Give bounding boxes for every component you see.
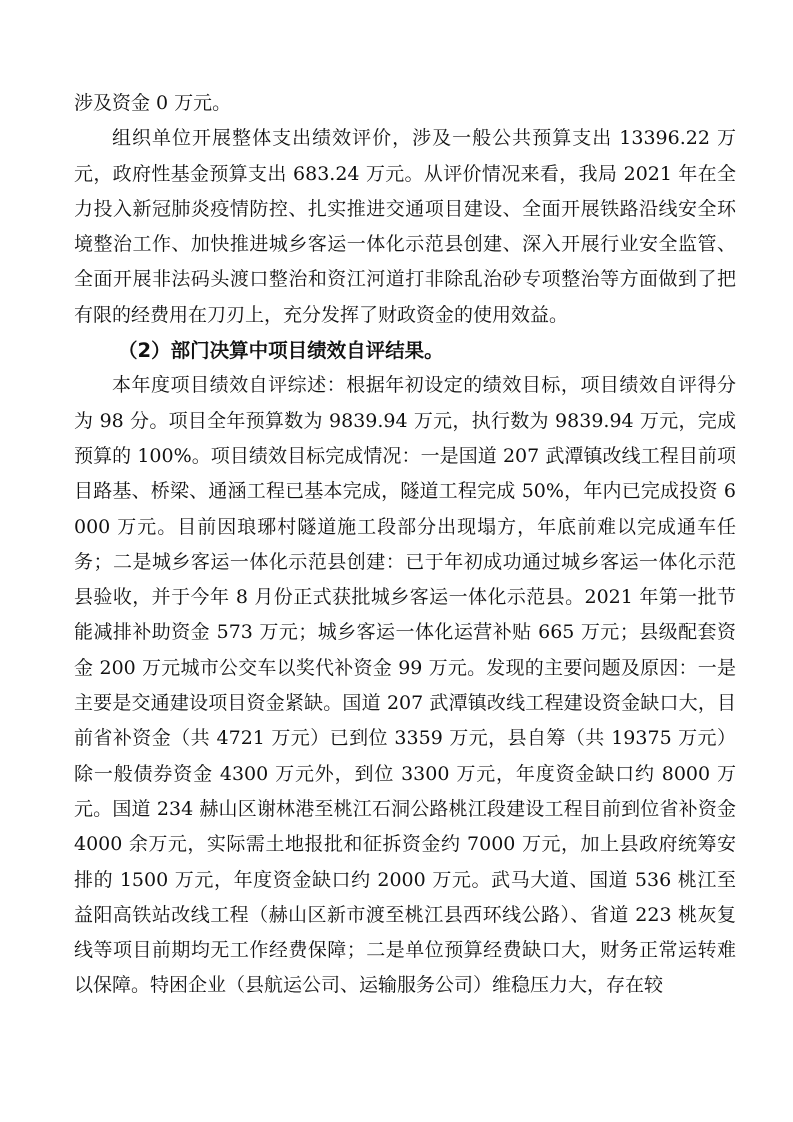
section-heading: （2）部门决算中项目绩效自评结果。 — [118, 339, 444, 363]
paragraph-continuation: 涉及资金 0 万元。 — [74, 92, 232, 114]
paragraph-overall-evaluation: 组织单位开展整体支出绩效评价，涉及一般公共预算支出 13396.22 万元，政府性基金预算支出 683.24 万元。从评价情况来看，我局 2021 年在全力投入新冠肺炎疫情防控、扎实推进交通项目建设、全面开展铁路沿线安全环境整治工作、加快推进城乡客运一体化示范县创建、深入开展行业安全监管、全面开展非法码头渡口整治和资江河道打非除乱治砂专项整治等方面做到了把有限的经费用在刀刃上，充分发挥了财政资金的使用效益。 — [74, 127, 736, 326]
paragraph-project-evaluation: 本年度项目绩效自评综述：根据年初设定的绩效目标，项目绩效自评得分为 98 分。项目全年预算数为 9839.94 万元，执行数为 9839.94 万元，完成预算的 100%。项目绩效目标完成情况：一是国道 207 武潭镇改线工程目前项目路基、桥梁、通涵工程已基本完成，隧道工程完成 50%，年内已完成投资 6000 万元。目前因琅琊村隧道施工段部分出现塌方，年底前难以完成通车任务；二是城乡客运一体化示范县创建：已于年初成功通过城乡客运一体化示范县验收，并于今年 8 月份正式获批城乡客运一体化示范县。2021 年第一批节能减排补助资金 573 万元；城乡客运一体化运营补贴 665 万元；县级配套资金 200 万元城市公交车以奖代补资金 99 万元。发现的主要问题及原因：一是主要是交通建设项目资金紧缺。国道 207 武潭镇改线工程建设资金缺口大，目前省补资金（共 4721 万元）已到位 3359 万元，县自筹（共 19375 万元）除一般债券资金 4300 万元外，到位 3300 万元，年度资金缺口约 8000 万元。国道 234 赫山区谢林港至桃江石洞公路桃江段建设工程目前到位省补资金 4000 余万元，实际需土地报批和征拆资金约 7000 万元，加上县政府统筹安排的 1500 万元，年度资金缺口约 2000 万元。武马大道、国道 536 桃江至益阳高铁站改线工程（赫山区新市渡至桃江县西环线公路）、省道 223 桃灰复线等项目前期均无工作经费保障；二是单位预算经费缺口大，财务正常运转难以保障。特困企业（县航运公司、运输服务公司）维稳压力大，存在较 — [74, 374, 736, 997]
